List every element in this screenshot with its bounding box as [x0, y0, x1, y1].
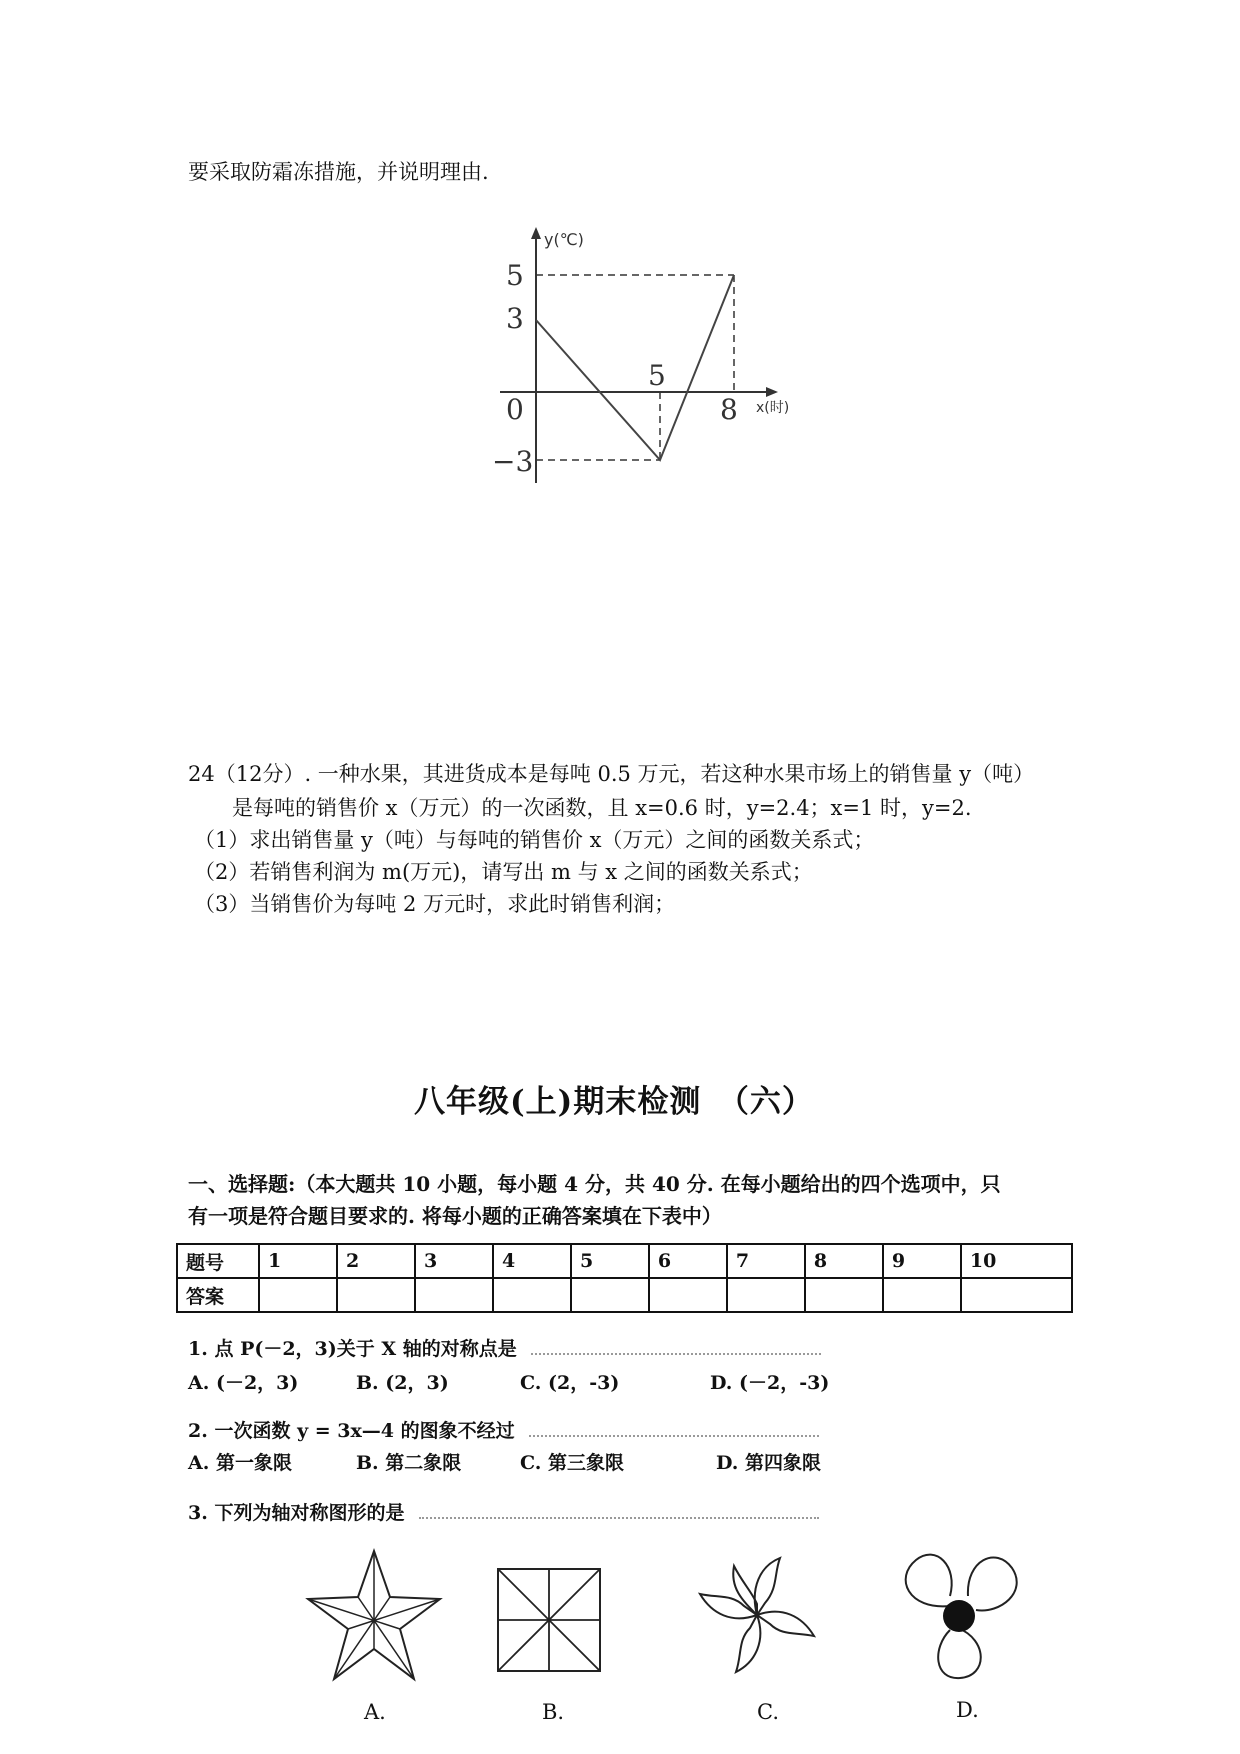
- answer-cell[interactable]: [493, 1278, 571, 1312]
- figure-a-star[interactable]: [302, 1545, 447, 1690]
- intro-line: 要采取防霜冻措施，并说明理由.: [188, 160, 489, 184]
- answer-cell[interactable]: [961, 1278, 1072, 1312]
- row-label-answer: 答案: [177, 1278, 259, 1312]
- table-row-numbers: [177, 1244, 1072, 1278]
- answer-cell[interactable]: [805, 1278, 883, 1312]
- answer-cell[interactable]: [571, 1278, 649, 1312]
- table-cell-number: 5: [571, 1244, 649, 1278]
- q24-sub1: （1）求出销售量 y（吨）与每吨的销售价 x（万元）之间的函数关系式；: [194, 828, 875, 852]
- answer-cell[interactable]: [415, 1278, 493, 1312]
- q1-option-b[interactable]: B. (2，3): [356, 1372, 449, 1394]
- temperature-line: [536, 275, 734, 460]
- exam-title: 八年级(上)期末检测 （六）: [414, 1084, 814, 1120]
- q2-stem-text: 2. 一次函数 y = 3x—4 的图象不经过: [188, 1420, 515, 1442]
- x-axis-arrow: [766, 387, 778, 397]
- table-row-answers: [177, 1278, 1072, 1312]
- table-cell-number: 9: [883, 1244, 961, 1278]
- q2-answer-blank: [529, 1435, 819, 1437]
- q3-answer-blank: [419, 1517, 819, 1519]
- table-cell-number: 6: [649, 1244, 727, 1278]
- q1-stem: [188, 1334, 821, 1361]
- table-cell-number: 7: [727, 1244, 805, 1278]
- q1-option-d[interactable]: D. (－2，-3): [710, 1372, 830, 1394]
- flower-center: [943, 1600, 975, 1632]
- q3-stem: [188, 1498, 819, 1525]
- x-tick-5: 5: [648, 359, 666, 392]
- row-label-number: 题号: [177, 1244, 259, 1278]
- q24-sub3: （3）当销售价为每吨 2 万元时，求此时销售利润；: [194, 892, 676, 916]
- figure-label-d: D.: [956, 1698, 979, 1722]
- x-tick-8: 8: [720, 393, 738, 426]
- table-cell-number: 3: [415, 1244, 493, 1278]
- q2-option-d[interactable]: D. 第四象限: [716, 1452, 822, 1474]
- section1-line2: 有一项是符合题目要求的. 将每小题的正确答案填在下表中）: [188, 1204, 722, 1228]
- figure-label-b: B.: [542, 1700, 565, 1724]
- q3-stem-text: 3. 下列为轴对称图形的是: [188, 1502, 405, 1524]
- q1-stem-text: 1. 点 P(－2，3)关于 X 轴的对称点是: [188, 1338, 517, 1360]
- q2-stem: [188, 1416, 819, 1443]
- y-tick-3: 3: [506, 302, 524, 335]
- y-tick-5: 5: [506, 259, 524, 292]
- temperature-graph: [480, 225, 840, 485]
- answer-cell[interactable]: [259, 1278, 337, 1312]
- q2-option-a[interactable]: A. 第一象限: [188, 1452, 292, 1474]
- answer-cell[interactable]: [727, 1278, 805, 1312]
- table-cell-number: 8: [805, 1244, 883, 1278]
- figure-b-pinwheel[interactable]: [494, 1565, 604, 1675]
- q2-option-b[interactable]: B. 第二象限: [356, 1452, 462, 1474]
- q2-option-c[interactable]: C. 第三象限: [520, 1452, 625, 1474]
- answer-cell[interactable]: [883, 1278, 961, 1312]
- y-tick-neg3: −3: [492, 445, 534, 478]
- q24-line2: 是每吨的销售价 x（万元）的一次函数，且 x=0.6 时，y=2.4；x=1 时，y=2.: [232, 796, 972, 820]
- table-cell-number: 1: [259, 1244, 337, 1278]
- table-cell-number: 4: [493, 1244, 571, 1278]
- answer-table: [176, 1243, 1073, 1313]
- x-axis-label: x(时): [756, 400, 790, 416]
- q1-option-c[interactable]: C. (2，-3): [520, 1372, 620, 1394]
- q24-sub2: （2）若销售利润为 m(万元)，请写出 m 与 x 之间的函数关系式；: [194, 860, 813, 884]
- figure-label-a: A.: [364, 1700, 386, 1724]
- section1-line1: 一、选择题:（本大题共 10 小题，每小题 4 分，共 40 分. 在每小题给出的四个选项中，只: [188, 1172, 1001, 1196]
- figure-d-flower[interactable]: [888, 1548, 1028, 1683]
- answer-cell[interactable]: [337, 1278, 415, 1312]
- q1-option-a[interactable]: A. (－2，3): [188, 1372, 299, 1394]
- figure-label-c: C.: [757, 1700, 779, 1724]
- figure-c-swirl[interactable]: [690, 1548, 825, 1683]
- table-cell-number: 2: [337, 1244, 415, 1278]
- answer-cell[interactable]: [649, 1278, 727, 1312]
- q1-answer-blank: [531, 1353, 821, 1355]
- table-cell-number: 10: [961, 1244, 1072, 1278]
- origin-label: 0: [506, 393, 524, 426]
- y-axis-label: y(℃): [544, 230, 584, 249]
- y-axis-arrow: [531, 227, 541, 239]
- q24-line1: 24（12分）. 一种水果，其进货成本是每吨 0.5 万元，若这种水果市场上的销售量 y（吨）: [188, 762, 1035, 786]
